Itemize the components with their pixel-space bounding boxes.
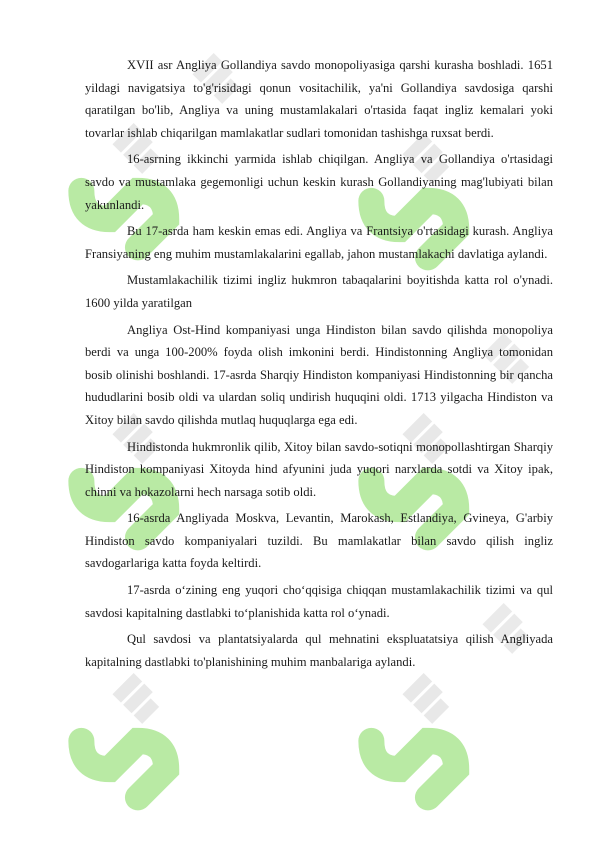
document-body [85, 54, 553, 677]
paragraph: 16-asrda Angliyada Moskva, Levantin, Marokash, Estlandiya, Gvineya, G'arbiy Hindiston savdo kompaniyalari tuzildi. Bu mamlakatlar bilan savdo qilish ingliz savdogarlariga katta foyda keltirdi. [85, 511, 553, 571]
paragraph: Angliya Ost-Hind kompaniyasi unga Hindiston bilan savdo qilishda monopoliya berdi va unga 100-200% foyda olish imkonini berdi. Hindistonning Angliya tomonidan bosib olinishi boshlandi. 17-asrda Sharqiy Hindiston kompaniyasi Hindistonning bir qancha hududlarini bosib oldi va ulardan soliq undirish huquqini oldi. 1713 yilgacha Hindiston va Xitoy bilan savdo qilishda mutlaq huquqlarga ega edi. [85, 322, 553, 427]
paragraph: XVII asr Angliya Gollandiya savdo monopoliyasiga qarshi kurasha boshladi. 1651 yildagi navigatsiya to'g'risidagi qonun vositachilik, ya'ni Gollandiya savdosiga qarshi qaratilgan bo'lib, Angliya va uning mustamlakalari o'rtasida faqat ingliz kemalari yoki tovarlar ishlab chiqarilgan mamlakatlar sudlari tomonidan tashishga ruxsat berdi. [85, 58, 553, 140]
paragraph: 17-asrda oʻzining eng yuqori choʻqqisiga chiqqan mustamlakachilik tizimi va qul savdosi kapitalning dastlabki toʻplanishida katta rol oʻynadi. [85, 583, 553, 620]
paragraph: Hindistonda hukmronlik qilib, Xitoy bilan savdo-sotiqni monopollashtirgan Sharqiy Hindiston kompaniyasi Xitoyda hind afyunini juda yuqori narxlarda sotdi va Xitoy ipak, chinni va hokazolarni hech narsaga sotib oldi. [85, 439, 553, 499]
paragraph: 16-asrning ikkinchi yarmida ishlab chiqilgan. Angliya va Gollandiya o'rtasidagi savdo va mustamlaka gegemonligi uchun keskin kurash Gollandiyaning mag'lubiyati bilan yakunlandi. [85, 152, 553, 212]
paragraph: Qul savdosi va plantatsiyalarda qul mehnatini ekspluatatsiya qilish Angliyada kapitalning dastlabki to'planishining muhim manbalariga aylandi. [85, 632, 553, 669]
watermark-logo-icon [329, 649, 541, 861]
paragraph: Bu 17-asrda ham keskin emas edi. Angliya va Frantsiya o'rtasidagi kurash. Angliya Fransiyaning eng muhim mustamlakalarini egallab, jahon mustamlakachi davlatiga aylandi. [85, 224, 553, 261]
watermark-logo-icon [39, 649, 251, 861]
paragraph: Mustamlakachilik tizimi ingliz hukmron tabaqalarini boyitishda katta rol o'ynadi. 1600 yilda yaratilgan [85, 273, 553, 310]
